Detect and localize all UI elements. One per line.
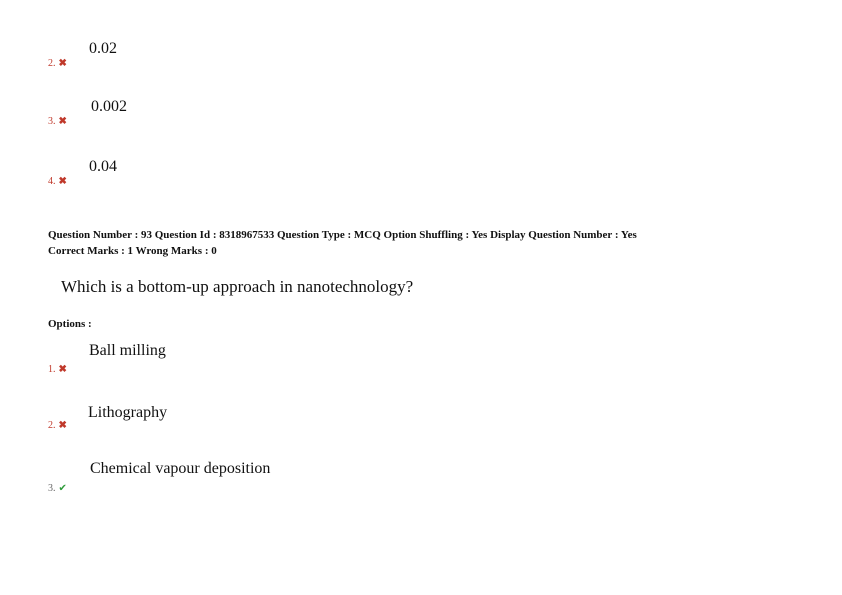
question-text: Which is a bottom-up approach in nanotechnology?: [61, 277, 414, 296]
check-icon: ✔: [58, 483, 67, 494]
prev-option-3-text: 0.002: [91, 98, 127, 115]
cross-icon: ✖: [58, 116, 67, 127]
option-3-number: 3. ✔: [48, 483, 67, 494]
option-1-text: Ball milling: [89, 342, 166, 359]
cross-icon: ✖: [58, 420, 67, 431]
option-2-number: 2. ✖: [48, 420, 67, 431]
cross-icon: ✖: [58, 58, 67, 69]
cross-icon: ✖: [58, 364, 67, 375]
prev-option-4-number: 4. ✖: [48, 176, 67, 187]
cross-icon: ✖: [58, 176, 67, 187]
prev-option-3-number: 3. ✖: [48, 116, 67, 127]
question-meta: Question Number : 93 Question Id : 8318967533 Question Type : MCQ Option Shuffling : Yes Display Question Number : Yes: [48, 229, 637, 241]
question-marks: Correct Marks : 1 Wrong Marks : 0: [48, 245, 217, 257]
option-2-text: Lithography: [88, 404, 168, 421]
option-3-text: Chemical vapour deposition: [90, 460, 271, 477]
prev-option-2-number: 2. ✖: [48, 58, 67, 69]
prev-option-4-text: 0.04: [89, 158, 117, 175]
prev-option-2-text: 0.02: [89, 40, 117, 57]
option-1-number: 1. ✖: [48, 364, 67, 375]
options-label: Options :: [48, 318, 92, 330]
